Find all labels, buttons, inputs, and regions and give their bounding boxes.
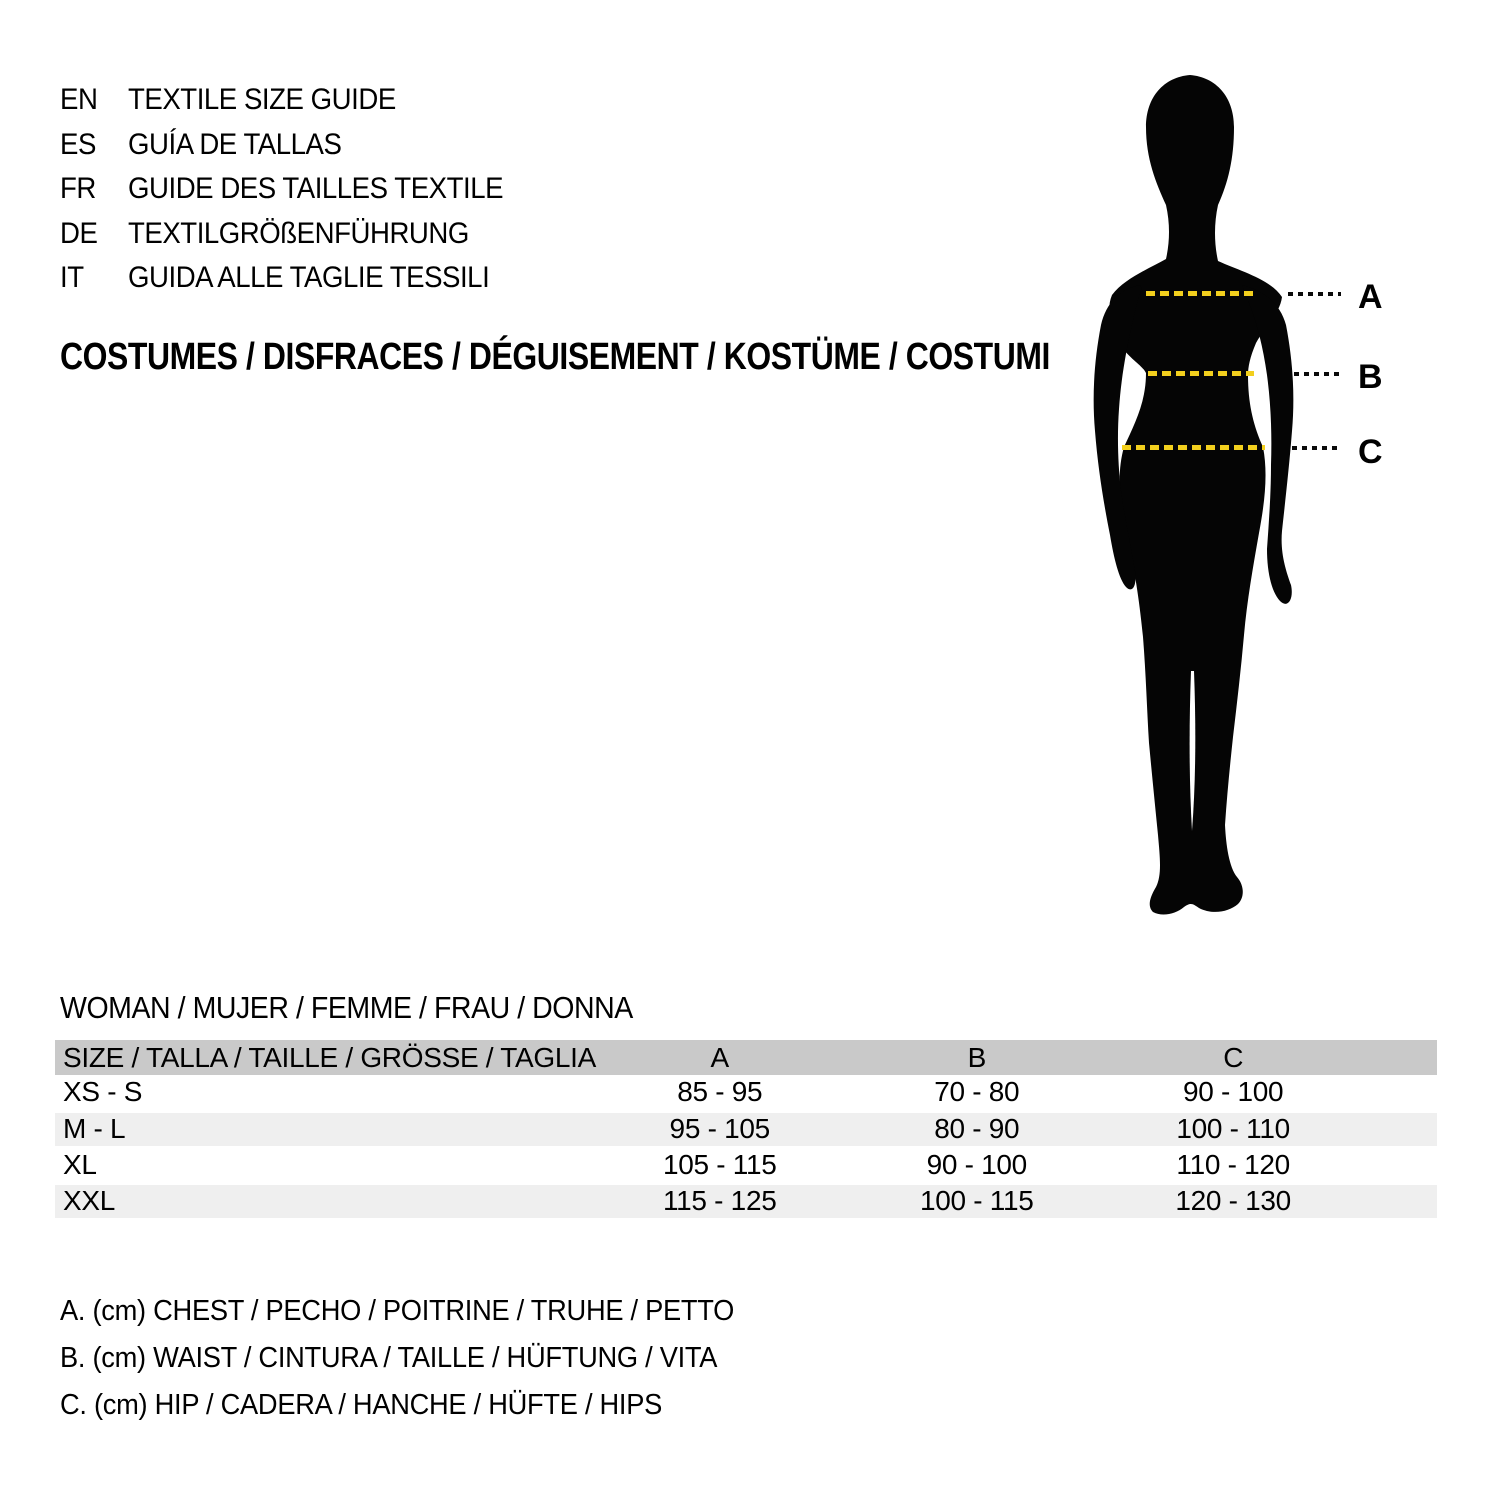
- cell-c: 90 - 100: [1182, 1076, 1284, 1108]
- cell-c: 100 - 110: [1176, 1113, 1290, 1144]
- cell-b: 100 - 115: [920, 1185, 1034, 1216]
- chest-pointer-line: [1288, 292, 1341, 296]
- cell-a: 95 - 105: [669, 1113, 770, 1144]
- chest-label: A: [1358, 278, 1383, 316]
- legend-waist: B. (cm) WAIST / CINTURA / TAILLE / HÜFTUNG / VITA: [60, 1342, 718, 1374]
- lang-row-en: [60, 78, 536, 123]
- col-header-a: A: [710, 1041, 729, 1073]
- lang-title: TEXTILGRÖßENFÜHRUNG: [128, 216, 469, 250]
- waist-pointer-line: [1294, 372, 1342, 376]
- category-heading: COSTUMES / DISFRACES / DÉGUISEMENT / KOSTÜME / COSTUMI: [60, 336, 1050, 378]
- lang-row-es: [60, 123, 536, 168]
- language-title-list: [60, 78, 536, 301]
- cell-b: 70 - 80: [934, 1076, 1020, 1108]
- hip-measure-line: [1122, 445, 1265, 450]
- cell-c: 120 - 130: [1175, 1185, 1291, 1216]
- size-table: [55, 1040, 1437, 1221]
- cell-a: 85 - 95: [677, 1076, 763, 1108]
- lang-row-de: [60, 212, 536, 257]
- cell-a: 105 - 115: [662, 1149, 777, 1180]
- lang-row-it: [60, 256, 536, 301]
- col-header-c: C: [1223, 1041, 1244, 1073]
- woman-silhouette-figure: [1040, 73, 1383, 918]
- lang-title: GUIDE DES TAILLES TEXTILE: [128, 172, 504, 206]
- table-row-m-l: [55, 1111, 1437, 1147]
- lang-title: TEXTILE SIZE GUIDE: [128, 83, 396, 117]
- waist-label: B: [1358, 358, 1383, 396]
- hip-label: C: [1358, 433, 1383, 471]
- cell-size: XL: [63, 1149, 97, 1180]
- hip-pointer-line: [1292, 446, 1342, 450]
- cell-size: M - L: [63, 1113, 126, 1144]
- cell-c: 110 - 120: [1176, 1149, 1290, 1180]
- cell-a: 115 - 125: [662, 1185, 777, 1216]
- cell-size: XXL: [63, 1185, 116, 1216]
- cell-b: 90 - 100: [926, 1149, 1027, 1180]
- lang-code: DE: [60, 216, 98, 250]
- table-row-xs-s: [55, 1075, 1437, 1111]
- size-table-header-row: [55, 1040, 1437, 1075]
- table-row-xl: [55, 1147, 1437, 1183]
- lang-code: ES: [60, 127, 96, 161]
- col-header-b: B: [967, 1041, 986, 1073]
- cell-b: 80 - 90: [934, 1113, 1020, 1144]
- col-header-size: SIZE / TALLA / TAILLE / GRÖSSE / TAGLIA: [63, 1041, 596, 1073]
- table-row-xxl: [55, 1183, 1437, 1219]
- chest-measure-line: [1146, 291, 1256, 296]
- lang-title: GUÍA DE TALLAS: [128, 127, 342, 161]
- cell-size: XS - S: [63, 1076, 143, 1108]
- measurement-legend: [60, 1288, 777, 1429]
- lang-row-fr: [60, 167, 536, 212]
- lang-code: EN: [60, 83, 98, 117]
- woman-silhouette-icon: [1040, 73, 1340, 918]
- section-heading-woman: WOMAN / MUJER / FEMME / FRAU / DONNA: [60, 990, 633, 1025]
- waist-measure-line: [1148, 371, 1254, 376]
- legend-chest: A. (cm) CHEST / PECHO / POITRINE / TRUHE / PETTO: [60, 1295, 735, 1327]
- lang-code: FR: [60, 172, 96, 206]
- lang-title: GUIDA ALLE TAGLIE TESSILI: [128, 261, 490, 295]
- lang-code: IT: [60, 261, 84, 295]
- legend-hip: C. (cm) HIP / CADERA / HANCHE / HÜFTE / HIPS: [60, 1389, 663, 1421]
